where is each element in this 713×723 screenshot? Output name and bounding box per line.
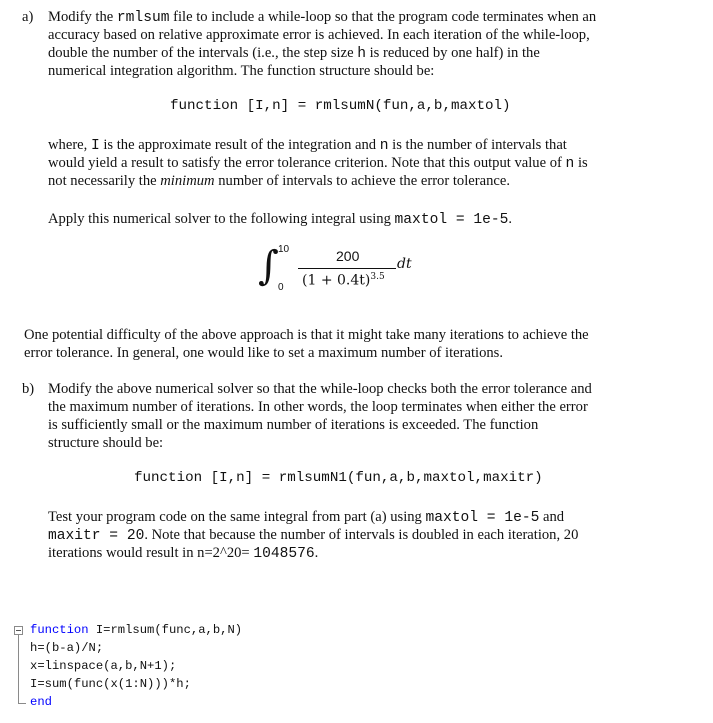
integral-equation — [258, 244, 428, 304]
maxitr-code: maxitr = 20 — [48, 528, 145, 544]
part-b-line-1: Modify the above numerical solver so that the while-loop checks both the error tolerance and — [48, 381, 592, 397]
integral-upper-limit: 10 — [278, 244, 290, 255]
fold-guide-line — [18, 635, 19, 703]
apply-line: Apply this numerical solver to the following integral using maxtol = 1e-5. — [48, 211, 513, 228]
code-line-5 — [30, 695, 52, 709]
integral-numerator: 200 — [336, 248, 360, 264]
part-a-line-1: Modify the rmlsum file to include a while-loop so that the program code terminates when an — [48, 9, 597, 26]
collapse-toggle-icon[interactable] — [14, 626, 23, 635]
middle-line-2: error tolerance. In general, one would like to set a maximum number of iterations. — [24, 345, 503, 361]
n-code-2: n — [565, 156, 575, 172]
code-line-4: I=sum(func(x(1:N)))*h; — [30, 677, 191, 691]
part-a-line-3: double the number of the intervals (i.e., the step size h is reduced by one half) in the — [48, 45, 540, 62]
part-b-line-4: structure should be: — [48, 435, 164, 451]
part-a-label: a) — [22, 9, 34, 25]
h-code: h — [357, 46, 366, 62]
test-line-1: Test your program code on the same integral from part (a) using maxtol = 1e-5 and — [48, 509, 565, 526]
where-line-1: where, I is the approximate result of the integration and n is the number of intervals that — [48, 137, 567, 154]
function-keyword: function — [30, 623, 89, 637]
n-code: n — [379, 138, 389, 154]
integral-exponent: 3.5 — [370, 272, 385, 282]
code-line-3: x=linspace(a,b,N+1); — [30, 659, 177, 673]
rmlsum-code: rmlsum — [116, 10, 170, 26]
test-line-3: iterations would result in n=2^20= 1048576. — [48, 545, 319, 562]
code-line-1: function I=rmlsum(func,a,b,N) — [30, 623, 243, 637]
part-a-line-4: numerical integration algorithm. The function structure should be: — [48, 63, 435, 79]
integral-differential: dt — [397, 256, 412, 272]
where-line-2: would yield a result to satisfy the error tolerance criterion. Note that this output value of n is — [48, 155, 588, 172]
function-signature-a: function [I,n] = rmlsumN(fun,a,b,maxtol) — [170, 98, 511, 114]
code-editor — [14, 622, 314, 722]
n-value-code: 1048576 — [253, 546, 315, 562]
integral-sign: ∫ — [258, 243, 279, 289]
integral-lower-limit: 0 — [278, 282, 284, 293]
I-code: I — [90, 138, 100, 154]
part-a-line-2: accuracy based on relative approximate error is achieved. In each iteration of the while-loop, — [48, 27, 590, 43]
part-b-line-3: is sufficiently small or the maximum number of iterations is exceeded. The function — [48, 417, 539, 433]
part-b-line-2: the maximum number of iterations. In other words, the loop terminates when either the error — [48, 399, 588, 415]
function-signature-b: function [I,n] = rmlsumN1(fun,a,b,maxtol,maxitr) — [134, 470, 543, 486]
end-keyword: end — [30, 695, 52, 709]
fraction-bar — [298, 268, 396, 269]
where-line-3: not necessarily the minimum number of intervals to achieve the error tolerance. — [48, 173, 510, 189]
maxtol-code: maxtol = 1e-5 — [394, 212, 509, 228]
test-line-2: maxitr = 20. Note that because the number of intervals is doubled in each iteration, 20 — [48, 527, 579, 544]
maxtol-code-b: maxtol = 1e-5 — [425, 510, 540, 526]
code-line-2: h=(b-a)/N; — [30, 641, 104, 655]
part-b-label: b) — [22, 381, 35, 397]
minimum-italic: minimum — [160, 173, 215, 189]
fold-guide-end — [18, 703, 26, 704]
integral-denominator: $(1 + 0.4t)^{3.5}$ — [302, 272, 385, 289]
middle-line-1: One potential difficulty of the above approach is that it might take many iterations to achieve the — [24, 327, 589, 343]
